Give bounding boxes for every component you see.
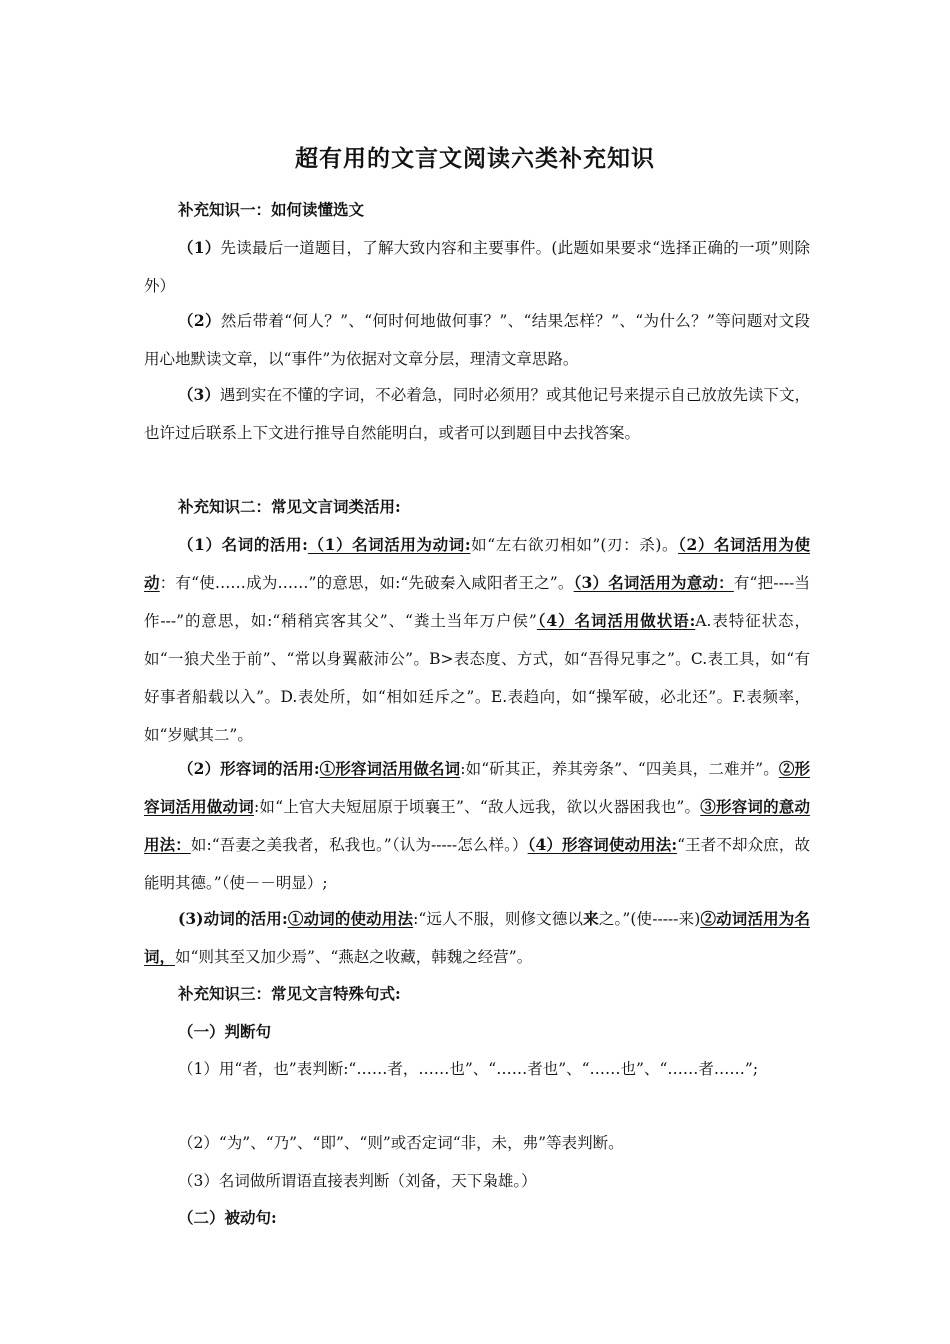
noun-causative-term: （2）名词活用为使动 [144, 535, 810, 592]
noun-putative-text: 有“把----当作---”的意思，如:“稍稍宾客其父”、“粪土当年万户侯” [144, 574, 810, 630]
verb-causative-text-b: 之。”(使-----来) [598, 910, 701, 928]
verb-usage-lead: (3)动词的活用: [178, 909, 288, 928]
adjective-as-noun-text: :如“斫其正，养其旁条”、“四美具，二难并”。 [460, 760, 779, 778]
item-number: （2） [178, 311, 221, 330]
judgment-item-3: （3）名词做所谓语直接表判断（刘备，天下枭雄。） [178, 1172, 537, 1190]
item-number: （1） [178, 238, 221, 257]
passive-sentence-heading: （二）被动句: [178, 1208, 277, 1227]
noun-as-verb-text: 如“左右欲刃相如”(刃：杀)。 [470, 536, 679, 554]
section-1-paragraph-1 [144, 229, 810, 305]
paragraph-text: 然后带着“何人？”、“何时何地做何事？”、“结果怎样？”、“为什么？”等问题对文段用心地默读文章，以“事件”为依据对文章分层，理清文章思路。 [144, 312, 810, 368]
adjective-causative-text: “王者不却众庶，故能明其德。”（使－－明显）; [144, 836, 810, 892]
judgment-sentence-heading: （一）判断句 [178, 1022, 272, 1041]
paragraph-text: 先读最后一道题目，了解大致内容和主要事件。(此题如果要求“选择正确的一项”则除外） [144, 239, 810, 295]
adjective-putative-term: ③形容词的意动用法： [144, 797, 810, 854]
noun-adverbial-text: A.表特征状态，如“一狼犬坐于前”、“常以身翼蔽沛公”。B>表态度、方式，如“吾得兄事之”。C.表工具，如“有好事者船载以入”。D.表处所，如“相如廷斥之”。E.表趋向，如“操军破，必北还”。F.表频率，如“岁赋其二”。 [144, 612, 810, 744]
noun-usage-paragraph [144, 526, 810, 754]
adjective-causative-term: （4）形容词使动用法: [527, 835, 678, 854]
noun-usage-lead: （1）名词的活用: [178, 535, 308, 554]
item-number: （3） [178, 385, 220, 404]
paragraph-text: 遇到实在不懂的字词，不必着急，同时必须用？或其他记号来提示自己放放先读下文，也许过后联系上下文进行推导自然能明白，或者可以到题目中去找答案。 [144, 386, 810, 442]
judgment-item-2: （2）“为”、“乃”、“即”、“则”或否定词“非，未，弗”等表判断。 [178, 1134, 624, 1152]
judgment-item-1: （1）用“者，也”表判断:“……者，……也”、“……者也”、“……也”、“……者……”; [178, 1060, 759, 1078]
adjective-usage-lead: （2）形容词的活用: [178, 759, 320, 778]
verb-causative-bold-char: 来 [583, 909, 599, 928]
noun-putative-term: （3）名词活用为意动： [573, 573, 734, 592]
verb-causative-term: ①动词的使动用法 [287, 909, 414, 928]
section-3-heading: 补充知识三：常见文言特殊句式: [178, 984, 401, 1003]
adjective-usage-paragraph [144, 750, 810, 902]
adjective-putative-text: 如:“吾妻之美我者，私我也。”（认为-----怎么样。） [190, 836, 528, 854]
document-title: 超有用的文言文阅读六类补充知识 [295, 145, 655, 172]
section-2-heading: 补充知识二：常见文言词类活用: [178, 497, 401, 516]
verb-as-noun-term: ②动词活用为名词， [144, 909, 810, 966]
section-1-paragraph-2 [144, 302, 810, 378]
section-1-paragraph-3 [144, 376, 810, 452]
section-1-heading: 补充知识一：如何读懂选文 [178, 200, 365, 219]
adjective-as-noun-term: ①形容词活用做名词 [319, 759, 461, 778]
adjective-as-verb-term: ②形容词活用做动词 [144, 759, 810, 816]
verb-as-noun-text: 如“则其至又加少焉”、“燕赵之收藏，韩魏之经营”。 [175, 948, 533, 966]
verb-usage-paragraph [144, 900, 810, 976]
noun-as-verb-term: （1）名词活用为动词: [307, 535, 471, 554]
noun-adverbial-term: （4）名词活用做状语: [536, 611, 696, 630]
adjective-as-verb-text: :如“上官大夫短屈原于顷襄王”、“敌人远我，欲以火器困我也”。 [253, 798, 701, 816]
verb-causative-text-a: :“远人不服，则修文德以 [413, 910, 584, 928]
noun-causative-text: ：有“使……成为……”的意思，如:“先破秦入咸阳者王之”。 [159, 574, 574, 592]
